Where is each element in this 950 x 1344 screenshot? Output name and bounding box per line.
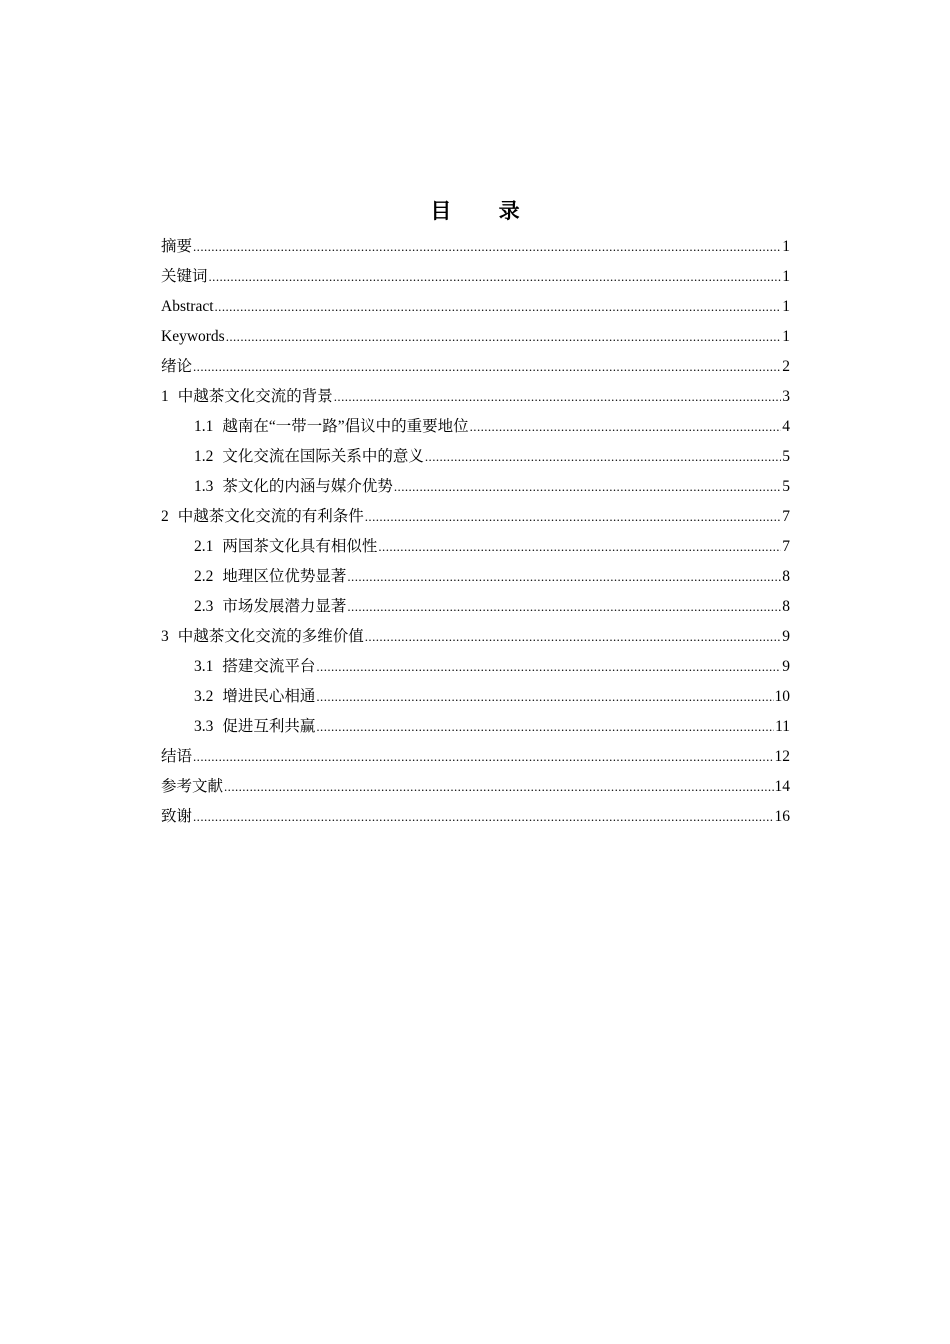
toc-entry-page-number: 7 bbox=[782, 538, 790, 555]
toc-entry-title: 结语 bbox=[161, 748, 193, 765]
toc-entry-page-number: 10 bbox=[774, 688, 790, 705]
toc-entry-page-number: 2 bbox=[782, 358, 790, 375]
toc-entry-number: 3.1 bbox=[194, 658, 214, 675]
toc-entry-page-number: 1 bbox=[782, 268, 790, 285]
toc-entry-title: 摘要 bbox=[161, 238, 193, 255]
toc-entry-page-number: 5 bbox=[782, 478, 790, 495]
toc-entry-number: 2.3 bbox=[194, 598, 214, 615]
toc-entry[interactable] bbox=[161, 382, 790, 412]
toc-entry-title: 越南在“一带一路”倡议中的重要地位 bbox=[222, 418, 469, 435]
toc-entry[interactable] bbox=[161, 802, 790, 832]
table-of-contents bbox=[161, 232, 790, 832]
toc-entry-page-number: 1 bbox=[782, 298, 790, 315]
dot-leader bbox=[224, 772, 773, 802]
toc-entry[interactable] bbox=[161, 772, 790, 802]
toc-entry-page-number: 11 bbox=[775, 718, 790, 735]
toc-entry-page-number: 12 bbox=[774, 748, 790, 765]
toc-entry-number: 1 bbox=[161, 388, 169, 405]
toc-entry[interactable] bbox=[161, 532, 790, 562]
dot-leader bbox=[378, 532, 781, 562]
toc-entry-page-number: 9 bbox=[782, 628, 790, 645]
toc-entry-number: 1.1 bbox=[194, 418, 214, 435]
toc-entry-page-number: 8 bbox=[782, 598, 790, 615]
toc-entry[interactable] bbox=[161, 352, 790, 382]
toc-entry-page-number: 9 bbox=[782, 658, 790, 675]
toc-entry-page-number: 3 bbox=[782, 388, 790, 405]
toc-entry-page-number: 14 bbox=[774, 778, 790, 795]
dot-leader bbox=[316, 682, 773, 712]
toc-entry[interactable] bbox=[161, 322, 790, 352]
toc-entry[interactable] bbox=[161, 712, 790, 742]
toc-entry[interactable] bbox=[161, 682, 790, 712]
toc-entry-page-number: 7 bbox=[782, 508, 790, 525]
dot-leader bbox=[334, 382, 781, 412]
toc-entry[interactable] bbox=[161, 652, 790, 682]
toc-entry-number: 2.2 bbox=[194, 568, 214, 585]
toc-entry-title: 搭建交流平台 bbox=[222, 658, 316, 675]
dot-leader bbox=[193, 742, 773, 772]
toc-entry-title: 关键词 bbox=[161, 268, 208, 285]
toc-entry-title: 文化交流在国际关系中的意义 bbox=[222, 448, 424, 465]
toc-entry-page-number: 4 bbox=[782, 418, 790, 435]
toc-entry-page-number: 1 bbox=[782, 328, 790, 345]
dot-leader bbox=[347, 562, 781, 592]
toc-entry-number: 3.2 bbox=[194, 688, 214, 705]
dot-leader bbox=[215, 292, 782, 322]
toc-entry-title: 地理区位优势显著 bbox=[222, 568, 347, 585]
toc-entry-title: 增进民心相通 bbox=[222, 688, 316, 705]
toc-entry-title: 茶文化的内涵与媒介优势 bbox=[222, 478, 393, 495]
dot-leader bbox=[394, 472, 781, 502]
toc-entry[interactable] bbox=[161, 232, 790, 262]
toc-entry-number: 2 bbox=[161, 508, 169, 525]
dot-leader bbox=[226, 322, 782, 352]
toc-entry[interactable] bbox=[161, 442, 790, 472]
toc-entry-title: 市场发展潜力显著 bbox=[222, 598, 347, 615]
toc-entry-title: Keywords bbox=[161, 328, 225, 345]
toc-entry-title: 中越茶文化交流的多维价值 bbox=[177, 628, 364, 645]
toc-entry-number: 1.3 bbox=[194, 478, 214, 495]
toc-title: 目 录 bbox=[430, 199, 540, 223]
toc-entry-title: 参考文献 bbox=[161, 778, 224, 795]
toc-entry-page-number: 16 bbox=[774, 808, 790, 825]
toc-entry[interactable] bbox=[161, 562, 790, 592]
dot-leader bbox=[365, 622, 781, 652]
toc-entry-title: Abstract bbox=[161, 298, 214, 315]
toc-entry-title: 促进互利共赢 bbox=[222, 718, 316, 735]
dot-leader bbox=[193, 352, 781, 382]
toc-entry[interactable] bbox=[161, 742, 790, 772]
toc-entry-title: 绪论 bbox=[161, 358, 193, 375]
toc-entry[interactable] bbox=[161, 472, 790, 502]
toc-entry-title: 致谢 bbox=[161, 808, 193, 825]
toc-entry-number: 1.2 bbox=[194, 448, 214, 465]
toc-entry-number: 2.1 bbox=[194, 538, 214, 555]
toc-entry[interactable] bbox=[161, 592, 790, 622]
toc-entry-title: 中越茶文化交流的背景 bbox=[177, 388, 333, 405]
toc-entry-number: 3 bbox=[161, 628, 169, 645]
dot-leader bbox=[209, 262, 782, 292]
dot-leader bbox=[347, 592, 781, 622]
toc-entry-page-number: 8 bbox=[782, 568, 790, 585]
toc-entry-page-number: 1 bbox=[782, 238, 790, 255]
toc-entry[interactable] bbox=[161, 502, 790, 532]
toc-entry[interactable] bbox=[161, 622, 790, 652]
dot-leader bbox=[470, 412, 782, 442]
toc-entry-title: 两国茶文化具有相似性 bbox=[222, 538, 378, 555]
dot-leader bbox=[365, 502, 781, 532]
dot-leader bbox=[193, 232, 781, 262]
toc-entry[interactable] bbox=[161, 292, 790, 322]
toc-entry-page-number: 5 bbox=[782, 448, 790, 465]
dot-leader bbox=[425, 442, 781, 472]
toc-entry-number: 3.3 bbox=[194, 718, 214, 735]
toc-entry[interactable] bbox=[161, 262, 790, 292]
toc-entry-title: 中越茶文化交流的有利条件 bbox=[177, 508, 364, 525]
dot-leader bbox=[316, 712, 774, 742]
dot-leader bbox=[316, 652, 781, 682]
toc-entry[interactable] bbox=[161, 412, 790, 442]
dot-leader bbox=[193, 802, 773, 832]
